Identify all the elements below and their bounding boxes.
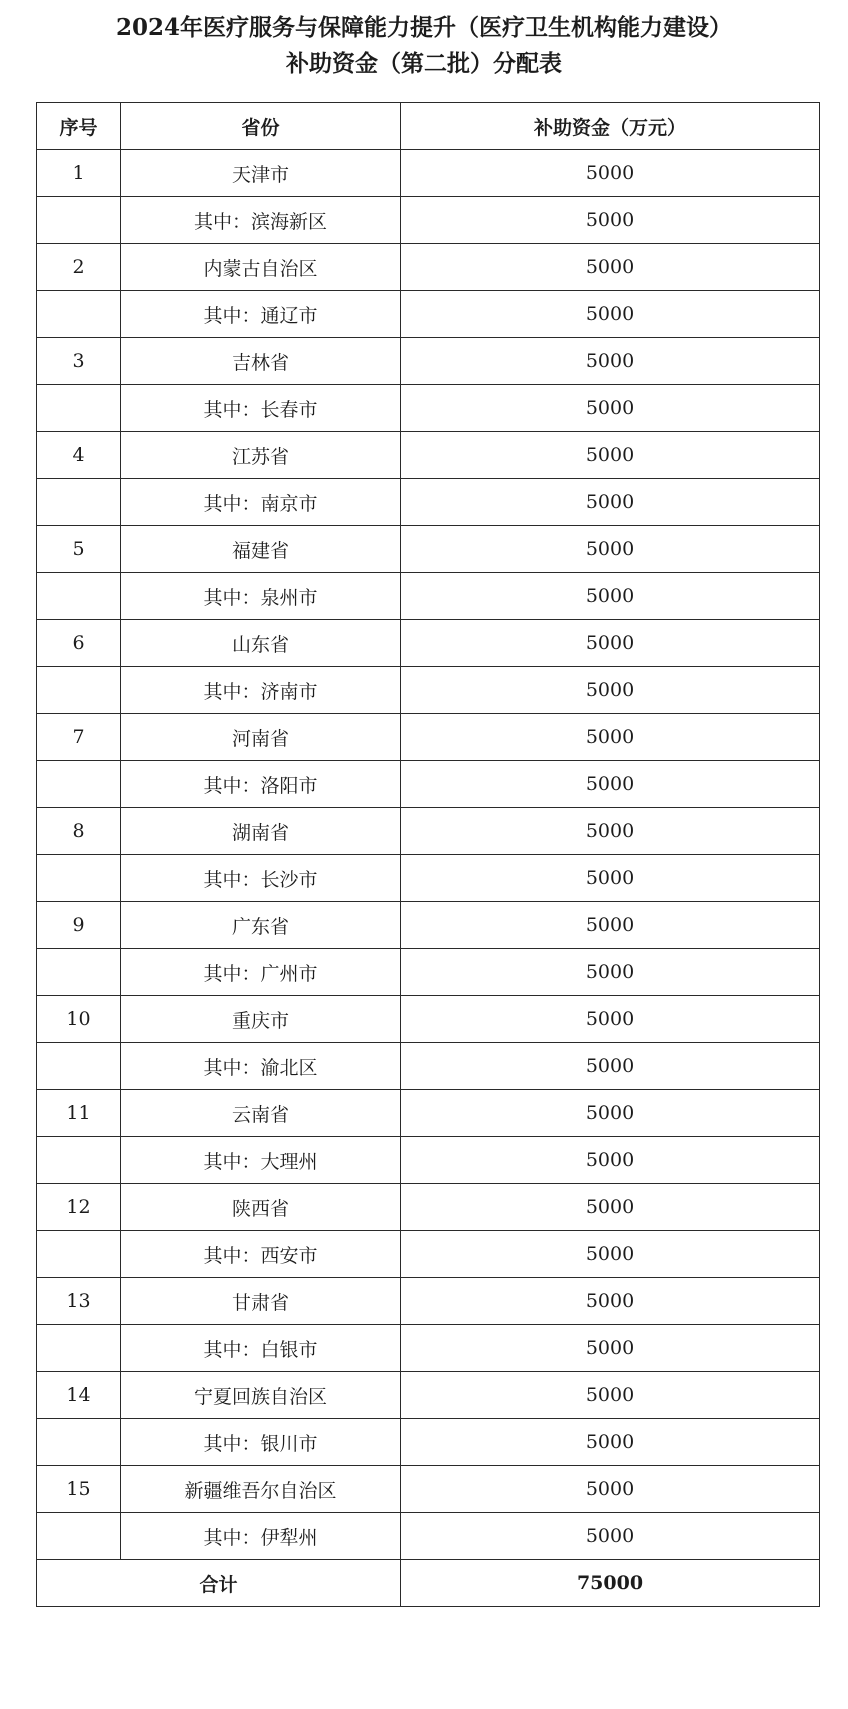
table-row	[37, 1043, 820, 1090]
city-cell	[121, 949, 401, 996]
row-index-empty	[37, 1231, 121, 1278]
table-row	[37, 150, 820, 197]
row-index: 11	[37, 1090, 121, 1137]
city-name: 滨海新区	[251, 210, 328, 233]
header-amount: 补助资金（万元）	[401, 103, 820, 150]
row-index: 15	[37, 1466, 121, 1513]
table-row	[37, 1325, 820, 1372]
city-amount: 5000	[401, 1137, 820, 1184]
province-amount: 5000	[401, 526, 820, 573]
city-cell	[121, 1137, 401, 1184]
city-name: 广州市	[260, 962, 318, 985]
city-name: 大理州	[260, 1150, 318, 1173]
table-row	[37, 620, 820, 667]
province-amount: 5000	[401, 996, 820, 1043]
city-prefix: 其中 ：	[203, 1245, 260, 1267]
city-amount: 5000	[401, 197, 820, 244]
province-name: 河南省	[121, 714, 401, 761]
city-cell	[121, 1419, 401, 1466]
city-cell	[121, 667, 401, 714]
province-amount: 5000	[401, 714, 820, 761]
province-name: 重庆市	[121, 996, 401, 1043]
table-row	[37, 526, 820, 573]
row-index: 2	[37, 244, 121, 291]
table-row	[37, 714, 820, 761]
table-row	[37, 902, 820, 949]
province-amount: 5000	[401, 1466, 820, 1513]
total-label: 合计	[37, 1560, 401, 1607]
city-name: 银川市	[260, 1432, 318, 1455]
city-name: 长春市	[260, 398, 318, 421]
table-row	[37, 1090, 820, 1137]
city-prefix: 其中 ：	[203, 775, 260, 797]
row-index-empty	[37, 291, 121, 338]
row-index: 6	[37, 620, 121, 667]
province-name: 云南省	[121, 1090, 401, 1137]
city-name: 泉州市	[260, 586, 318, 609]
city-prefix: 其中 ：	[203, 963, 260, 985]
province-amount: 5000	[401, 244, 820, 291]
city-cell	[121, 1043, 401, 1090]
city-name: 伊犁州	[260, 1526, 318, 1549]
city-prefix: 其中 ：	[203, 399, 260, 421]
city-name: 白银市	[260, 1338, 318, 1361]
table-body	[37, 150, 820, 1560]
province-name: 福建省	[121, 526, 401, 573]
city-prefix: 其中 ：	[203, 587, 260, 609]
city-amount: 5000	[401, 1231, 820, 1278]
city-prefix: 其中 ：	[203, 1433, 260, 1455]
province-name: 内蒙古自治区	[121, 244, 401, 291]
header-index: 序号	[37, 103, 121, 150]
province-amount: 5000	[401, 150, 820, 197]
city-name: 长沙市	[260, 868, 318, 891]
table-row	[37, 667, 820, 714]
city-amount: 5000	[401, 1513, 820, 1560]
header-row	[37, 103, 820, 150]
table-row	[37, 1419, 820, 1466]
table-row	[37, 1184, 820, 1231]
city-name: 西安市	[260, 1244, 318, 1267]
row-index-empty	[37, 385, 121, 432]
city-amount: 5000	[401, 949, 820, 996]
city-name: 洛阳市	[260, 774, 318, 797]
row-index: 8	[37, 808, 121, 855]
table-row	[37, 808, 820, 855]
table-row	[37, 1372, 820, 1419]
table-row	[37, 855, 820, 902]
row-index-empty	[37, 1137, 121, 1184]
table-row	[37, 761, 820, 808]
province-name: 山东省	[121, 620, 401, 667]
table-row	[37, 197, 820, 244]
city-amount: 5000	[401, 479, 820, 526]
row-index: 12	[37, 1184, 121, 1231]
table-row	[37, 1466, 820, 1513]
table-row	[37, 1137, 820, 1184]
city-amount: 5000	[401, 573, 820, 620]
table-row	[37, 1231, 820, 1278]
table-row	[37, 338, 820, 385]
city-amount: 5000	[401, 1419, 820, 1466]
total-row	[37, 1560, 820, 1607]
province-amount: 5000	[401, 902, 820, 949]
city-name: 通辽市	[260, 304, 318, 327]
city-prefix: 其中 ：	[203, 681, 260, 703]
row-index: 7	[37, 714, 121, 761]
row-index-empty	[37, 949, 121, 996]
city-amount: 5000	[401, 385, 820, 432]
row-index: 5	[37, 526, 121, 573]
province-amount: 5000	[401, 620, 820, 667]
row-index: 13	[37, 1278, 121, 1325]
city-prefix: 其中 ：	[203, 493, 260, 515]
city-prefix: 其中 ：	[203, 1057, 260, 1079]
province-name: 江苏省	[121, 432, 401, 479]
row-index-empty	[37, 197, 121, 244]
table-row	[37, 385, 820, 432]
city-amount: 5000	[401, 761, 820, 808]
province-amount: 5000	[401, 338, 820, 385]
city-cell	[121, 197, 401, 244]
allocation-table	[36, 102, 820, 1607]
province-amount: 5000	[401, 1372, 820, 1419]
city-amount: 5000	[401, 855, 820, 902]
city-amount: 5000	[401, 1325, 820, 1372]
total-amount: 75000	[401, 1560, 820, 1607]
table-row	[37, 244, 820, 291]
province-name: 湖南省	[121, 808, 401, 855]
province-name: 广东省	[121, 902, 401, 949]
city-prefix: 其中 ：	[203, 869, 260, 891]
city-prefix: 其中 ：	[203, 1339, 260, 1361]
header-province: 省份	[121, 103, 401, 150]
row-index-empty	[37, 855, 121, 902]
province-name: 宁夏回族自治区	[121, 1372, 401, 1419]
title-line-2: 补助资金（第二批）分配表	[286, 50, 562, 77]
province-name: 天津市	[121, 150, 401, 197]
row-index: 3	[37, 338, 121, 385]
table-row	[37, 1278, 820, 1325]
row-index-empty	[37, 667, 121, 714]
table-row	[37, 1513, 820, 1560]
row-index: 1	[37, 150, 121, 197]
row-index-empty	[37, 761, 121, 808]
city-cell	[121, 1231, 401, 1278]
document-title	[0, 0, 848, 96]
city-cell	[121, 385, 401, 432]
city-prefix: 其中 ：	[203, 305, 260, 327]
province-amount: 5000	[401, 1090, 820, 1137]
row-index: 4	[37, 432, 121, 479]
province-amount: 5000	[401, 432, 820, 479]
table-row	[37, 949, 820, 996]
city-cell	[121, 761, 401, 808]
row-index: 10	[37, 996, 121, 1043]
city-amount: 5000	[401, 1043, 820, 1090]
city-cell	[121, 291, 401, 338]
table-row	[37, 573, 820, 620]
city-amount: 5000	[401, 291, 820, 338]
city-cell	[121, 1325, 401, 1372]
city-name: 南京市	[260, 492, 318, 515]
city-cell	[121, 1513, 401, 1560]
table-row	[37, 996, 820, 1043]
city-cell	[121, 573, 401, 620]
city-prefix: 其中 ：	[194, 211, 251, 233]
table-row	[37, 479, 820, 526]
row-index-empty	[37, 573, 121, 620]
province-amount: 5000	[401, 1184, 820, 1231]
city-name: 济南市	[260, 680, 318, 703]
province-name: 新疆维吾尔自治区	[121, 1466, 401, 1513]
row-index-empty	[37, 1419, 121, 1466]
province-name: 吉林省	[121, 338, 401, 385]
city-amount: 5000	[401, 667, 820, 714]
city-cell	[121, 855, 401, 902]
city-prefix: 其中 ：	[203, 1527, 260, 1549]
table-row	[37, 291, 820, 338]
row-index: 14	[37, 1372, 121, 1419]
province-amount: 5000	[401, 1278, 820, 1325]
city-prefix: 其中 ：	[203, 1151, 260, 1173]
row-index-empty	[37, 1513, 121, 1560]
province-name: 甘肃省	[121, 1278, 401, 1325]
row-index-empty	[37, 479, 121, 526]
row-index-empty	[37, 1043, 121, 1090]
province-name: 陕西省	[121, 1184, 401, 1231]
table-row	[37, 432, 820, 479]
city-name: 渝北区	[260, 1056, 318, 1079]
title-line-1: 2024年医疗服务与保障能力提升（医疗卫生机构能力建设）	[115, 14, 732, 41]
row-index: 9	[37, 902, 121, 949]
city-cell	[121, 479, 401, 526]
row-index-empty	[37, 1325, 121, 1372]
province-amount: 5000	[401, 808, 820, 855]
